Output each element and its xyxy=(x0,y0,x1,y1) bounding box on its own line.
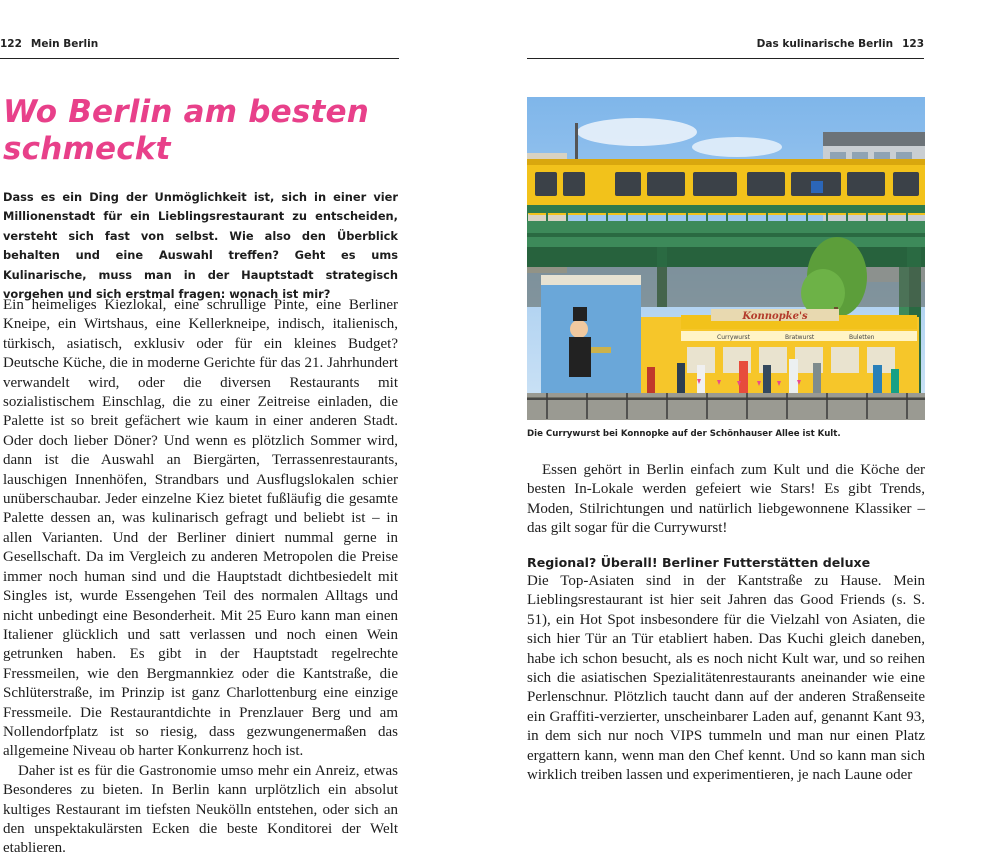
chapter-headline: Wo Berlin am besten schmeckt xyxy=(3,94,370,167)
photo-caption: Die Currywurst bei Konnopke auf der Schönhauser Allee ist Kult. xyxy=(527,429,841,439)
running-title-left: Mein Berlin xyxy=(30,38,99,50)
sign-left: Currywurst xyxy=(717,334,751,341)
sign-right: Buletten xyxy=(849,334,875,341)
page-number-left: 122 xyxy=(0,38,22,50)
body-paragraph: Ein heimeliges Kiezlokal, eine schrullige Pinte, eine Berliner Kneipe, ein Wirtshaus, eine Kellerkneipe, indisch, italienisch, türkisch, asiatisch, exklusiv oder für ein kleines Budget? Deutsche Küche, die in moderne Gerichte für das 21. Jahrhundert verwandelt wird, oder die diversen Restaurants mit sozialistischem Einschlag, die zu einer Zeitreise einladen, die Palette ist so breit gefächert wie kaum in einer anderen Stadt. Oder doch lieber Döner? Und wenn es plötzlich Sommer wird, dann ist die Auswahl an Biergärten, Terrassenrestaurants, lauschigen Innenhöfen, Strandbars und Ausflugslokalen schier unüberschaubar. Jeder einzelne Kiez bietet fußläufig die gesamte Palette dessen an, was kulinarisch gefragt und beliebt ist – in allen Varianten. Und der Berliner diniert nummal gerne in Gesellschaft. Da im Vergleich zu anderen Metropolen die Preise immer noch human sind und die Hauptstadt dichtbesiedelt mit Singles ist, wurde Essengehen Teil des normalen Alltags und nicht unbedingt eine Besonderheit. Mit 25 Euro kann man einen Italiener glücklich und satt verlassen und noch einen Wein getrunken haben. Es gibt in der Hauptstadt regelrechte Fressmeilen, wie den Bergmannkiez oder die Kantstraße, die Schlüterstraße, im Prinzip ist ganz Charlottenburg eine einzige Fressmeile. Die Restaurantdichte in Prenzlauer Berg und am Nollendorfplatz ist so riesig, dass gezwungenermaßen das allgemeine Niveau ob harter Konkurrenz hoch ist. xyxy=(3,297,398,760)
right-running-head xyxy=(527,38,924,59)
kiosk-name-sign: Konnopke's xyxy=(742,311,808,322)
left-running-head xyxy=(0,38,399,59)
page-number-right: 123 xyxy=(902,38,924,50)
graffiti-mural-pillar xyxy=(541,275,641,393)
konnopke-illustration xyxy=(527,97,925,420)
body-paragraph: Die Top-Asiaten sind in der Kantstraße zu Hause. Mein Lieblingsrestaurant ist hier seit Jahren das Good Friends (s. S. 51), ein Hot Spot insbesondere für die Vielzahl von Asiaten, die sich hier Tür an Tür etabliert haben. Das Kuchi gleich daneben, habe ich schon besucht, als es noch nicht Kult war, und so reihen sich die asiatischen Spezialitätenrestaurants aneinander wie eine Perlenschnur. Plötzlich taucht dann auf der anderen Straßenseite ein Graffiti-verzierter, unscheinbarer Laden auf, genannt Kant 93, in dem sich nur noch VIPS tummeln und man nur einen Platz ergattern kann, wenn man den Chef kennt. Und so kann man sich wirklich treiben lassen und experimentieren, je nach Laune oder xyxy=(527,573,925,784)
left-body-text xyxy=(3,296,398,859)
intro-paragraph: Essen gehört in Berlin einfach zum Kult und die Köche der besten In-Lokale werden gefeiert wie Stars! Es gibt Trends, Moden, Stilrichtungen und natürlich liebgewonnene Klassiker – das gilt sogar für die Currywurst! xyxy=(527,462,925,537)
sign-mid: Bratwurst xyxy=(785,334,815,341)
right-page xyxy=(500,0,1000,800)
right-body-text xyxy=(527,572,925,785)
section-subheading: Regional? Überall! Berliner Futterstätten deluxe xyxy=(527,555,871,570)
left-page xyxy=(0,0,500,857)
right-intro-text xyxy=(527,461,925,539)
running-title-right: Das kulinarische Berlin xyxy=(756,38,894,50)
konnopke-photo xyxy=(527,97,925,420)
lead-paragraph: Dass es ein Ding der Unmöglichkeit ist, sich in einer vier Millionenstadt für ein Lieblingsrestaurant zu entscheiden, versteht sich fast von selbst. Wie also den Überblick behalten und eine Auswahl treffen? Geht es ums Kulinarische, muss man in der Hauptstadt strategisch vorgehen und sich erstmal fragen: wonach ist mir? xyxy=(3,190,398,302)
body-paragraph: Daher ist es für die Gastronomie umso mehr ein Anreiz, etwas Besonderes zu bieten. In Berlin kann urplötzlich ein absolut kultiges Restaurant im tiefsten Neukölln entstehen, oder sich an den unspektakulärsten Ecken die beste Konditorei der Welt etablieren. xyxy=(3,762,398,857)
